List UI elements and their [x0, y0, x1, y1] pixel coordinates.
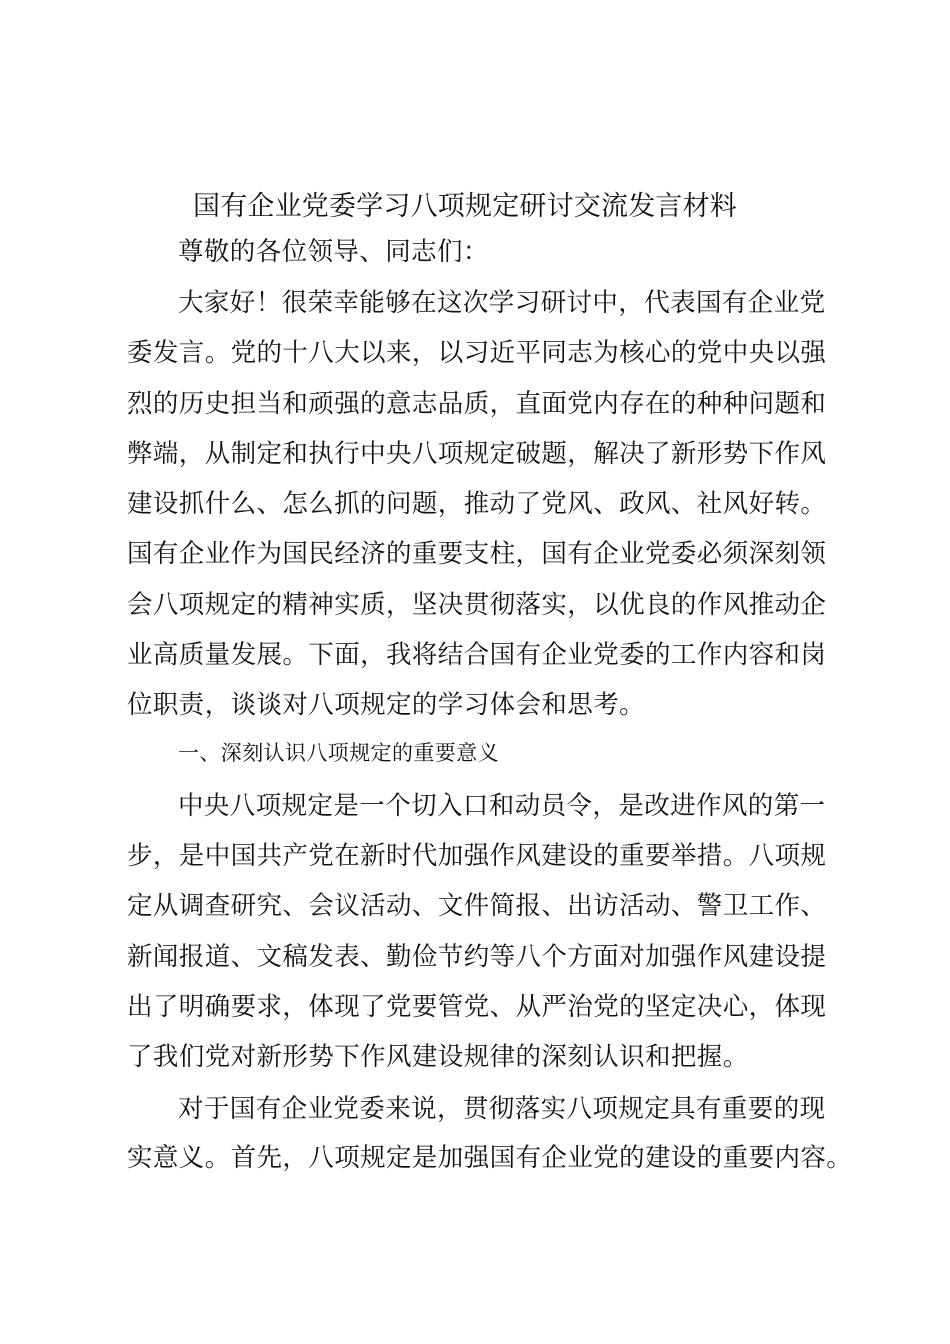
- paragraph-1-line-9: 位职责，谈谈对八项规定的学习体会和思考。: [127, 690, 646, 720]
- paragraph-1-line-3: 烈的历史担当和顽强的意志品质，直面党内存在的种种问题和: [127, 389, 827, 419]
- paragraph-2-line-2: 步，是中国共产党在新时代加强作风建设的重要举措。八项规: [127, 841, 827, 871]
- paragraph-2-line-5: 出了明确要求，体现了党要管党、从严治党的坚定决心，体现: [127, 992, 827, 1022]
- document-title: 国有企业党委学习八项规定研讨交流发言材料: [193, 191, 737, 222]
- section-heading-1: 一、深刻认识八项规定的重要意义: [178, 741, 499, 765]
- paragraph-3-line-1: 对于国有企业党委来说，贯彻落实八项规定具有重要的现: [178, 1094, 826, 1124]
- paragraph-2-line-4: 新闻报道、文稿发表、勤俭节约等八个方面对加强作风建设提: [127, 942, 827, 972]
- paragraph-1-line-5: 建设抓什么、怎么抓的问题，推动了党风、政风、社风好转。: [127, 489, 827, 519]
- greeting: 尊敬的各位领导、同志们：: [178, 237, 489, 267]
- paragraph-2-line-6: 了我们党对新形势下作风建设规律的深刻认识和把握。: [127, 1042, 749, 1072]
- paragraph-1-line-4: 弊端，从制定和执行中央八项规定破题，解决了新形势下作风: [127, 439, 827, 469]
- paragraph-2-line-3: 定从调查研究、会议活动、文件简报、出访活动、警卫工作、: [127, 891, 827, 921]
- paragraph-1-line-1: 大家好！很荣幸能够在这次学习研讨中，代表国有企业党: [178, 288, 826, 318]
- paragraph-1-line-2: 委发言。党的十八大以来，以习近平同志为核心的党中央以强: [127, 338, 827, 368]
- paragraph-1-line-8: 业高质量发展。下面，我将结合国有企业党委的工作内容和岗: [127, 640, 827, 670]
- paragraph-1-line-7: 会八项规定的精神实质，坚决贯彻落实，以优良的作风推动企: [127, 590, 827, 620]
- paragraph-1-line-6: 国有企业作为国民经济的重要支柱，国有企业党委必须深刻领: [127, 539, 827, 569]
- paragraph-2-line-1: 中央八项规定是一个切入口和动员令，是改进作风的第一: [178, 791, 826, 821]
- paragraph-3-line-2: 实意义。首先，八项规定是加强国有企业党的建设的重要内容。: [127, 1143, 853, 1173]
